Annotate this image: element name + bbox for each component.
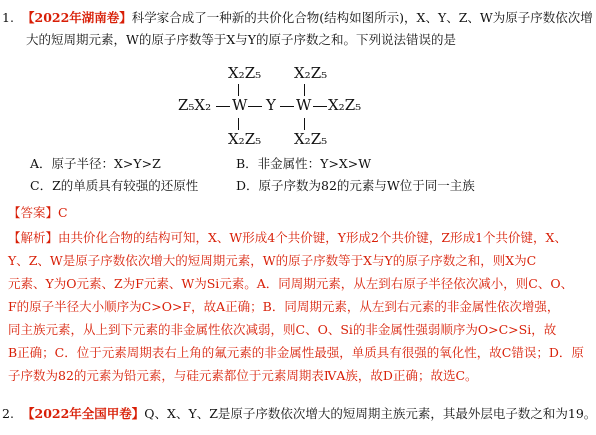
analysis-line-5 [8,320,556,340]
struct-top-right: X₂Z₅ [294,64,328,82]
q1-source-tag: 【2022年湖南卷】 [22,10,132,25]
analysis-line-2 [8,251,536,271]
molecular-structure-diagram [178,64,378,150]
option-b: B．非金属性：Y>X>W [236,156,372,171]
answer-line [8,203,68,223]
bond-w1-y [248,106,262,107]
struct-y: Y [266,96,276,114]
analysis-text-7: 子序数为82的元素为铅元素，与硅元素都位于元素周期表ⅣA族，故D正确；故选C。 [8,368,478,383]
analysis-line-4 [8,297,559,317]
bond-bottom-right [304,118,305,130]
q1-stem-text-1: 科学家合成了一种新的共价化合物(结构如图所示)，X、Y、Z、W为原子序数依次增 [131,10,593,25]
answer-value: C [58,205,68,220]
bond-top-right [304,84,305,96]
q2-source-tag: 【2022年全国甲卷】 [22,406,145,421]
struct-bottom-right: X₂Z₅ [294,130,328,148]
struct-bottom-left: X₂Z₅ [228,130,262,148]
q2-number: 2. [2,406,14,421]
analysis-label: 【解析】 [8,230,59,245]
analysis-text-1: 由共价化合物的结构可知，X、W形成4个共价键，Y形成2个共价键，Z形成1个共价键，X、 [58,230,567,245]
q1-stem-line-1 [0,8,593,28]
analysis-text-3: 元素、Y为O元素、Z为F元素、W为Si元素。A．同周期元素，从左到右原子半径依次减小，则C、O、 [8,276,574,291]
q1-stem-line-2 [26,30,456,50]
analysis-text-2: Y、Z、W是原子序数依次增大的短周期元素，W的原子序数等于X与Y的原子序数之和，则X为C [8,253,537,268]
analysis-line-7 [8,366,478,386]
bond-y-w2 [280,106,294,107]
struct-w1: W [232,96,248,114]
q2-stem-line-1 [0,404,596,424]
bond-top-left [238,84,239,96]
option-d: D．原子序数为82的元素与W位于同一主族 [236,178,475,193]
answer-label: 【答案】 [8,205,59,220]
option-c: C．Z的单质具有较强的还原性 [30,178,199,193]
bond-right [313,106,327,107]
struct-left-group: Z₅X₂ [178,96,212,114]
analysis-line-3 [8,274,573,294]
option-a: A．原子半径：X>Y>Z [30,156,161,171]
analysis-text-6: B正确；C．位于元素周期表右上角的氟元素的非金属性最强，单质具有很强的氧化性，故C错误；D．原 [8,345,584,360]
analysis-text-5: 同主族元素，从上到下元素的非金属性依次减弱，则C、O、Si的非金属性强弱顺序为O>C>Si，故 [8,322,557,337]
q1-stem-text-2: 大的短周期元素，W的原子序数等于X与Y的原子序数之和。下列说法错误的是 [26,32,457,47]
analysis-line-6 [8,343,584,363]
struct-right-group: X₂Z₅ [328,96,362,114]
q2-stem-text-1: Q、X、Y、Z是原子序数依次增大的短周期主族元素，其最外层电子数之和为19。 [144,406,596,421]
analysis-line-1 [8,228,567,248]
bond-bottom-left [238,118,239,130]
bond-left [216,106,230,107]
analysis-text-4: F的原子半径大小顺序为C>O>F，故A正确；B．同周期元素，从左到右元素的非金属性依次增强， [8,299,560,314]
struct-w2: W [296,96,312,114]
q1-number: 1. [2,10,14,25]
struct-top-left: X₂Z₅ [228,64,262,82]
